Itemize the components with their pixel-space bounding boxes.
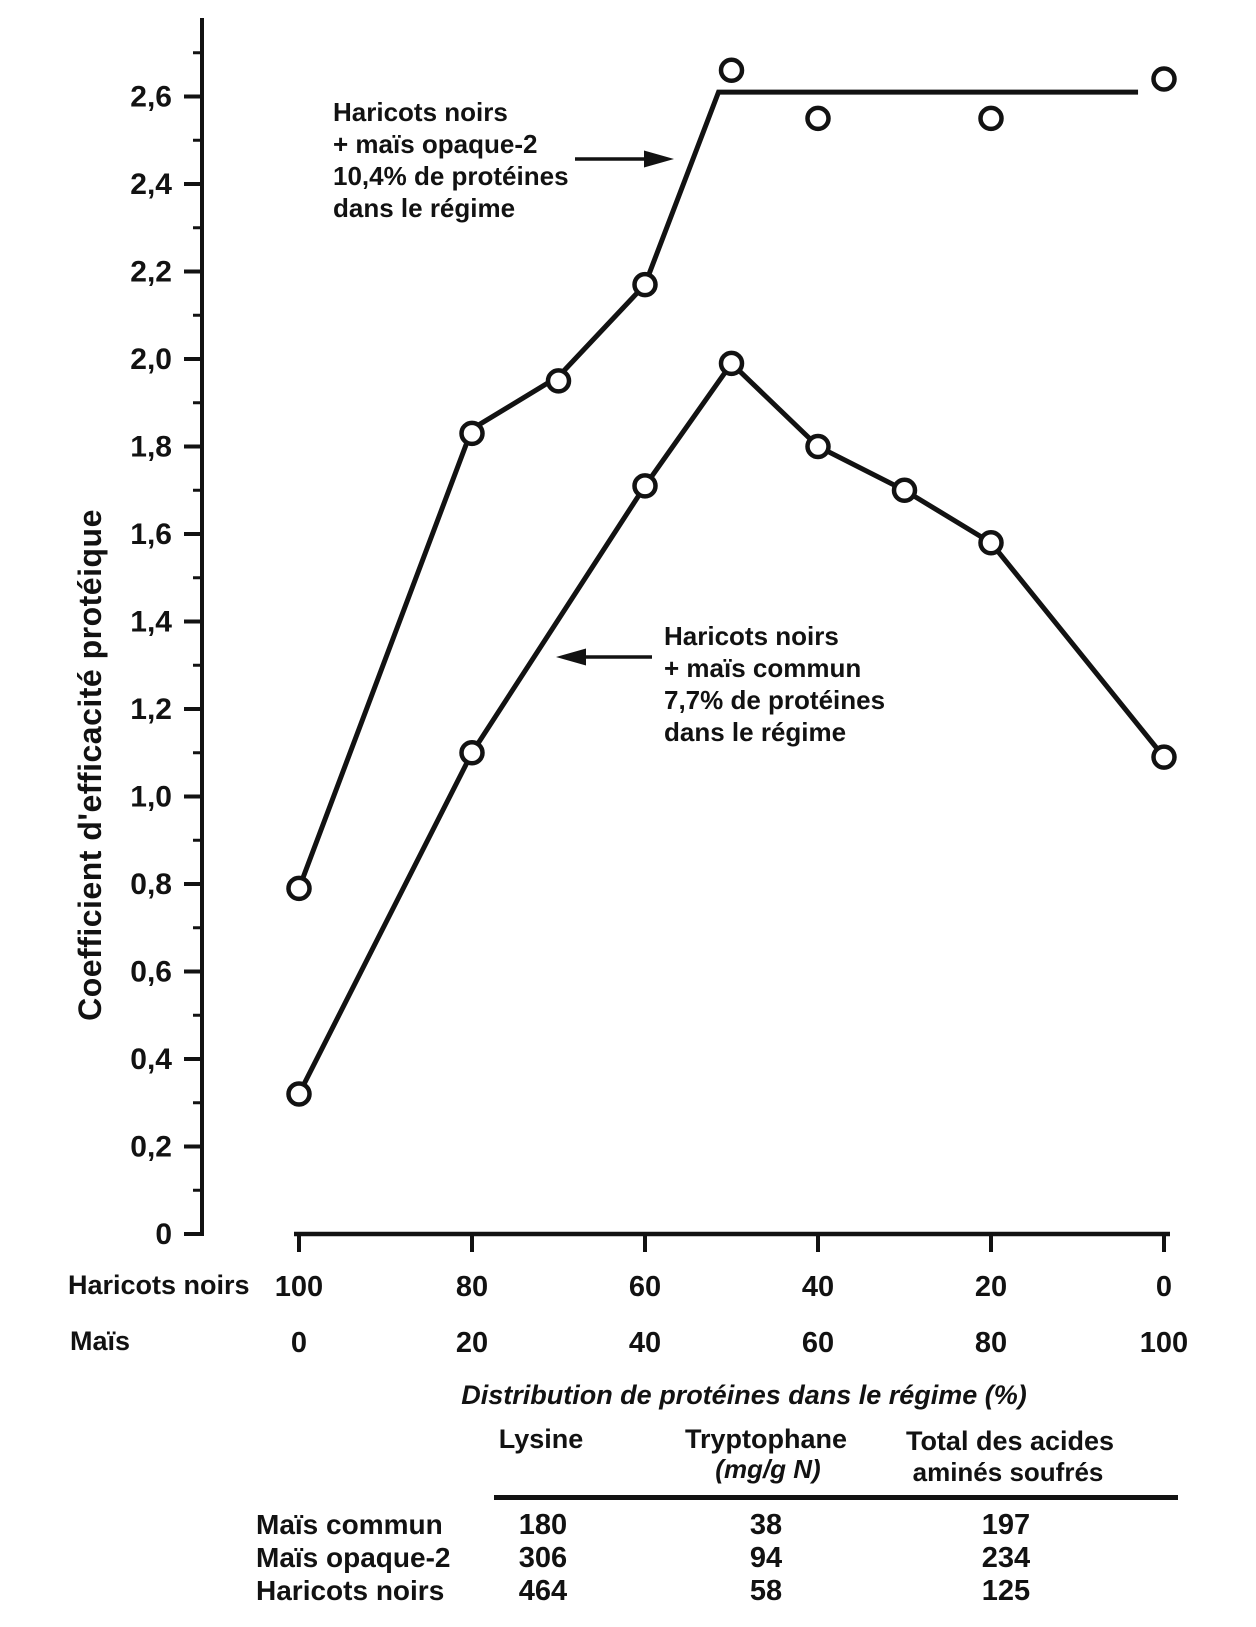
tick-label: 60 (628, 1271, 662, 1303)
tick-label: 2,0 (130, 343, 172, 376)
data-point-series-0 (721, 60, 742, 81)
tick-label: 0,2 (130, 1130, 172, 1164)
annotation-line: Haricots noirs (333, 97, 508, 127)
data-point-series-0 (981, 108, 1002, 129)
table-cell: 464 (518, 1575, 568, 1607)
tick-label: 60 (801, 1327, 835, 1359)
tick-label: 80 (455, 1271, 489, 1303)
data-point-series-0 (462, 423, 483, 444)
x-row-label-haricots-noirs: Haricots noirs (68, 1270, 250, 1300)
table-cell: 38 (749, 1509, 783, 1541)
annotation-arrow-commun-head (556, 649, 586, 666)
annotation-line: Haricots noirs (664, 621, 839, 651)
annotation-line: 10,4% de protéines (333, 161, 569, 191)
data-point-series-1 (981, 532, 1002, 553)
tick-label: 100 (274, 1271, 324, 1303)
table-cell: 197 (981, 1509, 1031, 1541)
table-header-lysine: Lysine (498, 1424, 584, 1454)
tick-label: 0 (290, 1327, 308, 1359)
annotation-line: + maïs commun (664, 653, 862, 683)
table-header-total-acides-2: aminés soufrés (912, 1457, 1104, 1487)
table-header-tryptophane-unit: (mg/g N) (715, 1454, 821, 1484)
tick-label: 0 (1155, 1271, 1173, 1303)
tick-label: 0,8 (130, 868, 172, 901)
data-point-series-1 (289, 1084, 310, 1105)
tick-label: 0,6 (130, 955, 172, 989)
tick-label: 2,4 (130, 168, 172, 201)
data-point-series-0 (635, 274, 656, 295)
tick-label: 20 (455, 1327, 489, 1359)
table-row-label: Haricots noirs (256, 1575, 445, 1606)
x-row-label-mais: Maïs (70, 1326, 131, 1356)
data-point-series-1 (808, 436, 829, 457)
data-point-series-1 (721, 353, 742, 374)
annotation-opaque2 (333, 96, 569, 224)
data-point-series-1 (1154, 747, 1175, 768)
table-row-label: Maïs commun (256, 1509, 443, 1540)
tick-label: 1,0 (130, 780, 172, 814)
annotation-line: 7,7% de protéines (664, 685, 886, 715)
table-row-label: Maïs opaque-2 (256, 1542, 451, 1573)
tick-label: 80 (974, 1327, 1008, 1359)
tick-label: 1,6 (130, 518, 172, 551)
table-header-total-acides: Total des acides (905, 1426, 1115, 1456)
table-cell: 234 (981, 1542, 1031, 1574)
tick-label: 0 (155, 1218, 172, 1251)
annotation-commun (664, 620, 885, 748)
table-header-tryptophane: Tryptophane (684, 1424, 847, 1454)
tick-label: 2,2 (130, 255, 172, 289)
x-axis-title: Distribution de protéines dans le régime (%) (461, 1380, 1027, 1410)
annotation-arrow-opaque2-head (644, 151, 674, 168)
table-cell: 180 (518, 1509, 568, 1541)
table-cell: 306 (518, 1542, 568, 1574)
table-cell: 58 (749, 1575, 783, 1607)
table-cell: 94 (749, 1542, 783, 1574)
data-point-series-1 (894, 480, 915, 501)
tick-label: 2,6 (130, 80, 172, 114)
tick-label: 1,4 (130, 605, 172, 639)
table-header-rule (494, 1495, 1178, 1500)
tick-label: 1,8 (130, 430, 172, 464)
data-point-series-1 (635, 475, 656, 496)
tick-label: 40 (801, 1271, 835, 1303)
tick-label: 1,2 (130, 693, 172, 726)
tick-label: 40 (628, 1327, 662, 1359)
data-point-series-0 (1154, 69, 1175, 90)
data-point-series-0 (808, 108, 829, 129)
tick-label: 20 (974, 1271, 1008, 1303)
annotation-line: + maïs opaque-2 (333, 129, 538, 159)
tick-label: 100 (1139, 1327, 1189, 1359)
data-point-series-0 (289, 878, 310, 899)
table-cell: 125 (981, 1575, 1031, 1607)
data-point-series-0 (548, 370, 569, 391)
data-point-series-1 (462, 742, 483, 763)
tick-label: 0,4 (130, 1043, 172, 1076)
y-axis-title: Coefficient d'efficacité protéique (72, 509, 108, 1021)
annotation-line: dans le régime (333, 193, 516, 223)
annotation-line: dans le régime (664, 717, 847, 747)
